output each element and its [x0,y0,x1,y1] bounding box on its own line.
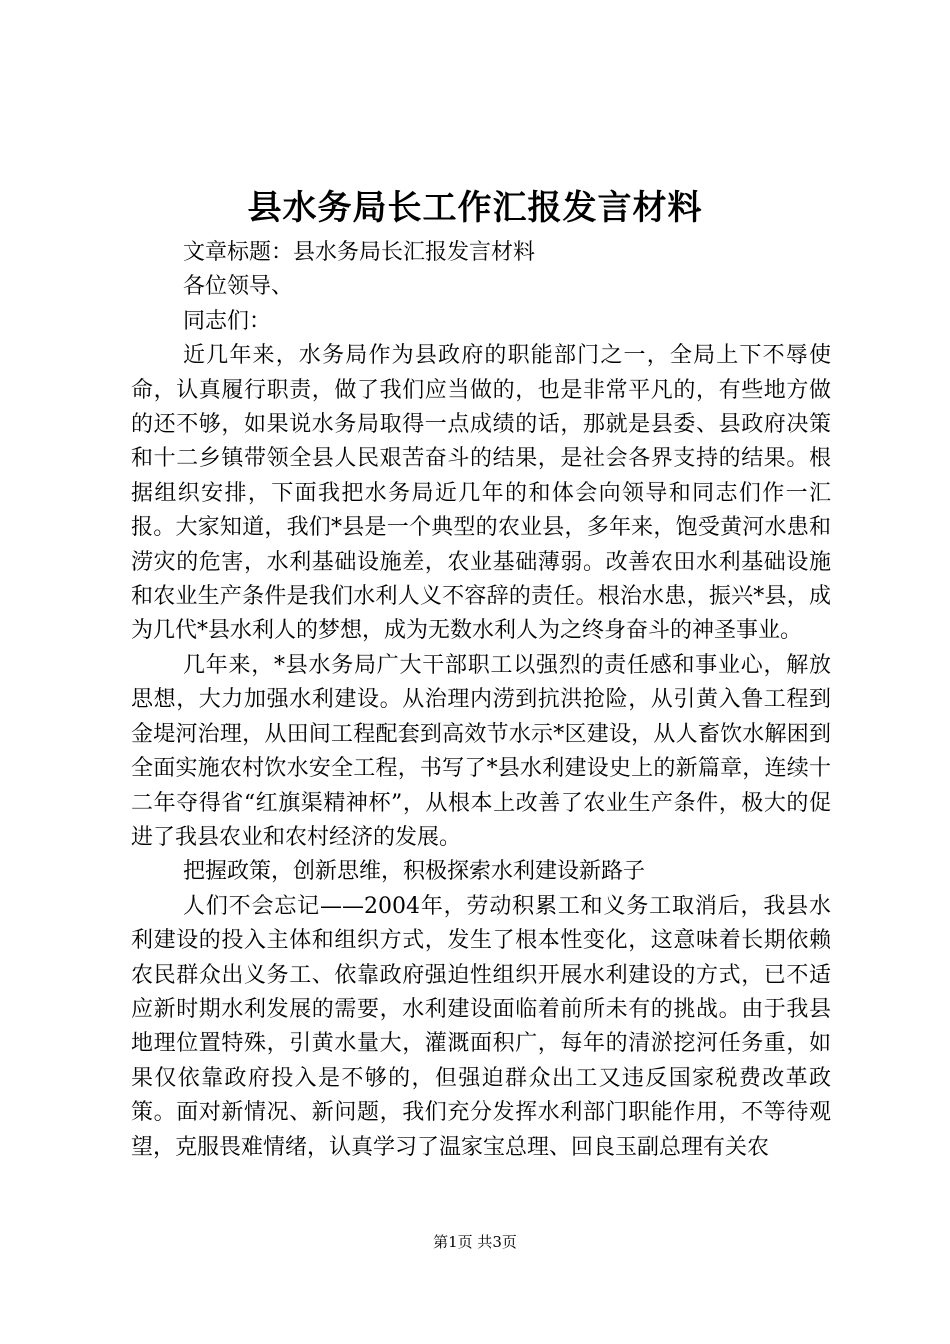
document-body [131,236,831,1165]
section-heading: 把握政策，创新思维，积极探索水利建设新路子 [183,859,646,885]
article-title-line: 文章标题：县水务局长汇报发言材料 [183,240,536,265]
document-title: 县水务局长工作汇报发言材料 [247,188,703,228]
salutation-leaders: 各位领导、 [183,274,294,300]
page-number-footer: 第1页 共3页 [433,1233,517,1251]
body-paragraph: 几年来，*县水务局广大干部职工以强烈的责任感和事业心，解放思想，大力加强水利建设。从治理内涝到抗洪抢险，从引黄入鲁工程到金堤河治理，从田间工程配套到高效节水示*区建设，从人畜饮水解困到全面实施农村饮水安全工程，书写了*县水利建设史上的新篇章，连续十二年夺得省“红旗渠精神杯”，从根本上改善了农业生产条件，极大的促进了我县农业和农村经济的发展。 [131,652,831,850]
body-paragraph: 近几年来，水务局作为县政府的职能部门之一，全局上下不辱使命，认真履行职责，做了我们应当做的，也是非常平凡的，有些地方做的还不够，如果说水务局取得一点成绩的话，那就是县委、县政府决策和十二乡镇带领全县人民艰苦奋斗的结果，是社会各界支持的结果。根据组织安排，下面我把水务局近几年的和体会向领导和同志们作一汇报。大家知道，我们*县是一个典型的农业县，多年来，饱受黄河水患和涝灾的危害，水利基础设施差，农业基础薄弱。改善农田水利基础设施和农业生产条件是我们水利人义不容辞的责任。根治水患，振兴*县，成为几代*县水利人的梦想，成为无数水利人为之终身奋斗的神圣事业。 [131,343,831,644]
salutation-comrades: 同志们： [183,308,272,334]
body-paragraph: 人们不会忘记——2004年，劳动积累工和义务工取消后，我县水利建设的投入主体和组织方式，发生了根本性变化，这意味着长期依赖农民群众出义务工、依靠政府强迫性组织开展水利建设的方式，已不适应新时期水利发展的需要，水利建设面临着前所未有的挑战。由于我县地理位置特殊，引黄水量大，灌溉面积广，每年的清淤挖河任务重，如果仅依靠政府投入是不够的，但强迫群众出工又违反国家税费改革政策。面对新情况、新问题，我们充分发挥水利部门职能作用，不等待观望，克服畏难情绪，认真学习了温家宝总理、回良玉副总理有关农 [131,893,831,1160]
